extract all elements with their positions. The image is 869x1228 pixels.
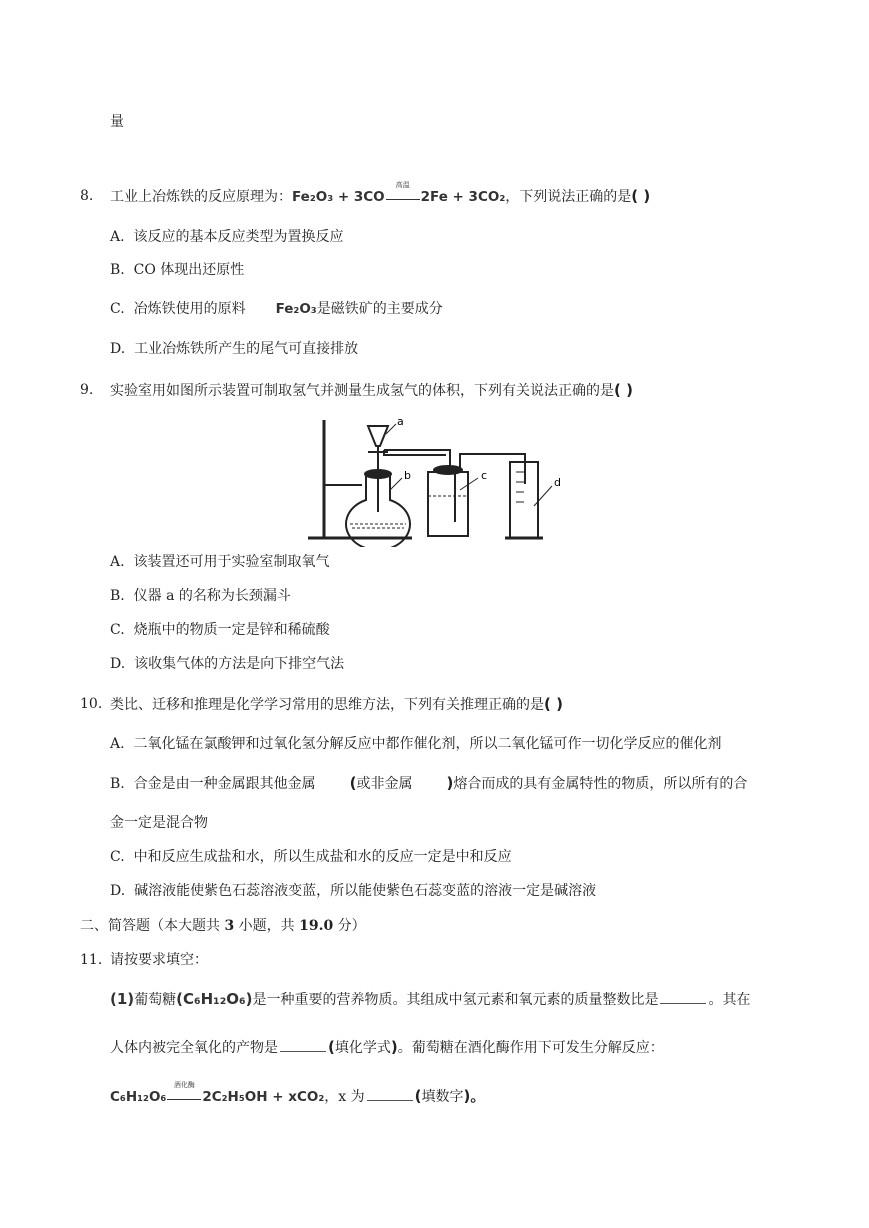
- question-stem: 请按要求填空：: [110, 952, 208, 968]
- reaction-arrow: [167, 1081, 201, 1103]
- option-b: B. CO 体现出还原性: [110, 262, 245, 278]
- part-1-line-2: 人体内被完全氧化的产物是 (填化学式)。葡萄糖在酒化酶作用下可发生分解反应：: [110, 1038, 664, 1056]
- option-a: A. 二氧化锰在氯酸钾和过氧化氢分解反应中都作催化剂，所以二氧化锰可作一切化学反应的催化剂: [110, 736, 722, 752]
- option-b: B. 合金是由一种金属跟其他金属 (或非金属 )熔合而成的具有金属特性的物质，所以所有的合: [110, 774, 748, 792]
- question-stem: 类比、迁移和推理是化学学习常用的思维方法，下列有关推理正确的是( ): [110, 695, 563, 713]
- carry-over-text: 量: [110, 114, 124, 130]
- answer-blank-product[interactable]: [280, 1039, 326, 1052]
- reaction-arrow: [386, 181, 420, 203]
- equation-left: Fe₂O₃ + 3CO: [292, 189, 385, 205]
- label-c: c: [481, 469, 488, 482]
- label-d: d: [554, 476, 561, 489]
- part-1-line-3: C₆H₁₂O₆ 酒化酶 2C₂H₅OH + xCO₂，x 为 (填数字)。: [110, 1081, 486, 1105]
- option-c: C. 中和反应生成盐和水，所以生成盐和水的反应一定是中和反应: [110, 849, 512, 865]
- stem-tail: ，下列说法正确的是: [505, 189, 632, 205]
- answer-paren: ( ): [544, 695, 563, 713]
- question-stem: 实验室用如图所示装置可制取氢气并测量生成氢气的体积，下列有关说法正确的是( ): [110, 381, 633, 399]
- answer-blank-x[interactable]: [367, 1088, 413, 1101]
- option-d: D. 该收集气体的方法是向下排空气法: [110, 656, 345, 672]
- answer-paren: ( ): [614, 381, 633, 399]
- option-d: D. 工业冶炼铁所产生的尾气可直接排放: [110, 341, 359, 357]
- question-stem: [110, 181, 651, 206]
- section-heading: 二、简答题（本大题共 3 小题，共 19.0 分）: [80, 918, 366, 934]
- answer-paren: ( ): [631, 187, 651, 205]
- option-b-continued: 金一定是混合物: [110, 815, 208, 831]
- apparatus-figure: [300, 412, 570, 547]
- option-b: B. 仪器 a 的名称为长颈漏斗: [110, 588, 291, 604]
- formula: Fe₂O₃: [275, 301, 317, 317]
- reaction-condition: 酒化酶: [173, 1081, 195, 1089]
- answer-blank-ratio[interactable]: [660, 991, 706, 1004]
- stem-intro: 工业上冶炼铁的反应原理为：: [110, 189, 292, 205]
- question-number: 9.: [80, 382, 94, 398]
- option-a: A. 该装置还可用于实验室制取氧气: [110, 554, 330, 570]
- option-c: C. 冶炼铁使用的原料 Fe₂O₃是磁铁矿的主要成分: [110, 301, 443, 317]
- equation-right: 2C₂H₅OH + xCO₂: [202, 1089, 325, 1105]
- label-b: b: [404, 469, 411, 482]
- label-a: a: [397, 415, 404, 428]
- part-1-line-1: (1)葡萄糖(C₆H₁₂O₆)是一种重要的营养物质。其组成中氢元素和氧元素的质量整数比是 。其在: [110, 990, 751, 1008]
- option-d: D. 碱溶液能使紫色石蕊溶液变蓝，所以能使紫色石蕊变蓝的溶液一定是碱溶液: [110, 883, 597, 899]
- glucose-formula: (C₆H₁₂O₆): [176, 990, 253, 1008]
- equation-right: 2Fe + 3CO₂: [420, 189, 506, 205]
- option-c: C. 烧瓶中的物质一定是锌和稀硫酸: [110, 622, 330, 638]
- equation-left: C₆H₁₂O₆: [110, 1089, 167, 1105]
- reaction-condition: 高温: [395, 181, 410, 189]
- question-number: 11.: [80, 952, 103, 968]
- question-number: 8.: [80, 188, 94, 204]
- option-a: A. 该反应的基本反应类型为置换反应: [110, 229, 344, 245]
- question-number: 10.: [80, 696, 103, 712]
